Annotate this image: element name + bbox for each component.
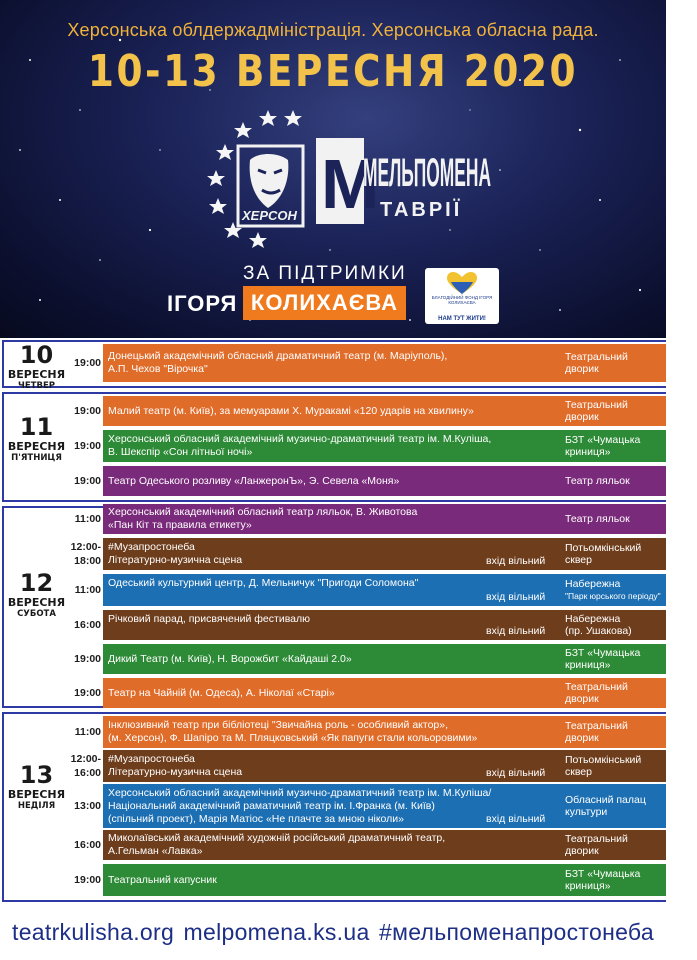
festival-dates: 10-13 ВЕРЕСНЯ 2020 <box>87 46 579 97</box>
event-row: 16:00 Миколаївський академічний художній російський драматичний театр, А.Гельман «Лавка» Театральний дворик <box>70 830 666 860</box>
sponsor-last-name: КОЛИХАЄВА <box>243 286 406 320</box>
event-row: 19:00 Театр Одеського розливу «ЛанжеронЪ», Э. Севела «Моня» Театр ляльок <box>70 466 666 496</box>
event-row: 19:00 Театр на Чайній (м. Одеса), А. Ніколаї «Старі» Театральний дворик <box>70 678 666 708</box>
event-row: 16:00 Річковий парад, присвячений фестивалю вхід вільний Набережна (пр. Ушакова) <box>70 610 666 640</box>
fund-heart-icon <box>425 268 499 298</box>
organizers-text: Херсонська облдержадміністрація. Херсонська обласна рада. <box>67 20 599 40</box>
event-row: 11:00 Херсонський академічний обласний театр ляльок, В. Животова «Пан Кіт та правила етикету» Театр ляльок <box>70 504 666 534</box>
sponsor-first-name: ІГОРЯ <box>167 291 238 316</box>
schedule <box>0 338 666 904</box>
fund-slogan: НАМ ТУТ ЖИТИ! <box>438 316 486 322</box>
event-row: 11:00 Одеський культурний центр, Д. Мельничук "Пригоди Соломона" вхід вільний Набережна "Парк юрського періоду" <box>70 574 666 606</box>
footer <box>0 904 666 960</box>
festival-logo <box>198 108 498 248</box>
event-row: 11:00 Інклюзивний театр при бібліотеці "Звичайна роль - особливий актор», (м. Херсон), Ф. Шапіро та М. Пляцковський «Як папуги стали кольоровими» Театральний дворик <box>70 716 666 748</box>
svg-text:М: М <box>321 145 380 223</box>
event-row: 12:00- 18:00 #Музапростонеба Літературно-музична сцена вхід вільний Потьомкінський сквер <box>70 538 666 570</box>
day-label-10: 10 ВЕРЕСНЯ ЧЕТВЕР <box>7 341 66 391</box>
svg-text:ХЕРСОН: ХЕРСОН <box>242 208 297 223</box>
svg-text:МЕЛЬПОМЕНА: МЕЛЬПОМЕНА <box>363 151 491 195</box>
support-label: ЗА ПІДТРИМКИ <box>243 263 407 284</box>
day-label-12: 12 ВЕРЕСНЯ СУБОТА <box>7 569 66 619</box>
event-row: 13:00 Херсонський обласний академічний музично-драматичний театр ім. М.Куліша/ Національний академічний раматичний театр ім. І.Франка (м. Київ) (спільний проект), Марія Матіос «Не плачте за мною ніколи» вхід вільний Обласний палац культури <box>70 784 666 828</box>
charity-fund-logo <box>425 268 499 324</box>
hashtag-text: #мельпоменапростонеба <box>379 918 654 945</box>
event-row: 19:00 Дикий Театр (м. Київ), Н. Ворожбит «Кайдаші 2.0» БЗТ «Чумацька криниця» <box>70 644 666 674</box>
event-row: 19:00 Донецький академічний обласний драматичний театр (м. Маріуполь), А.П. Чехов "Вірочка" Театральний дворик <box>70 344 666 382</box>
event-row: 19:00 Херсонський обласний академічний музично-драматичний театр ім. М.Куліша, В. Шекспір «Сон літньої ночі» БЗТ «Чумацька криниця» <box>70 430 666 462</box>
event-row: 19:00 Театральний капусник БЗТ «Чумацька криниця» <box>70 864 666 896</box>
day-label-13: 13 ВЕРЕСНЯ НЕДІЛЯ <box>7 761 66 811</box>
event-row: 12:00- 16:00 #Музапростонеба Літературно-музична сцена вхід вільний Потьомкінський сквер <box>70 750 666 782</box>
website-link-melpomena[interactable]: melpomena.ks.ua <box>183 918 370 945</box>
event-row: 19:00 Малий театр (м. Київ), за мемуарами Х. Муракамі «120 ударів на хвилину» Театральний дворик <box>70 396 666 426</box>
svg-text:ТАВРІЇ: ТАВРІЇ <box>380 199 463 221</box>
website-link-teatrkulisha[interactable]: teatrkulisha.org <box>12 918 175 945</box>
day-label-11: 11 ВЕРЕСНЯ П'ЯТНИЦЯ <box>7 413 66 463</box>
fund-name: БЛАГОДІЙНИЙ ФОНД ІГОРЯ КОЛИХАЄВА <box>431 295 493 305</box>
theatre-mask-icon <box>250 154 289 208</box>
